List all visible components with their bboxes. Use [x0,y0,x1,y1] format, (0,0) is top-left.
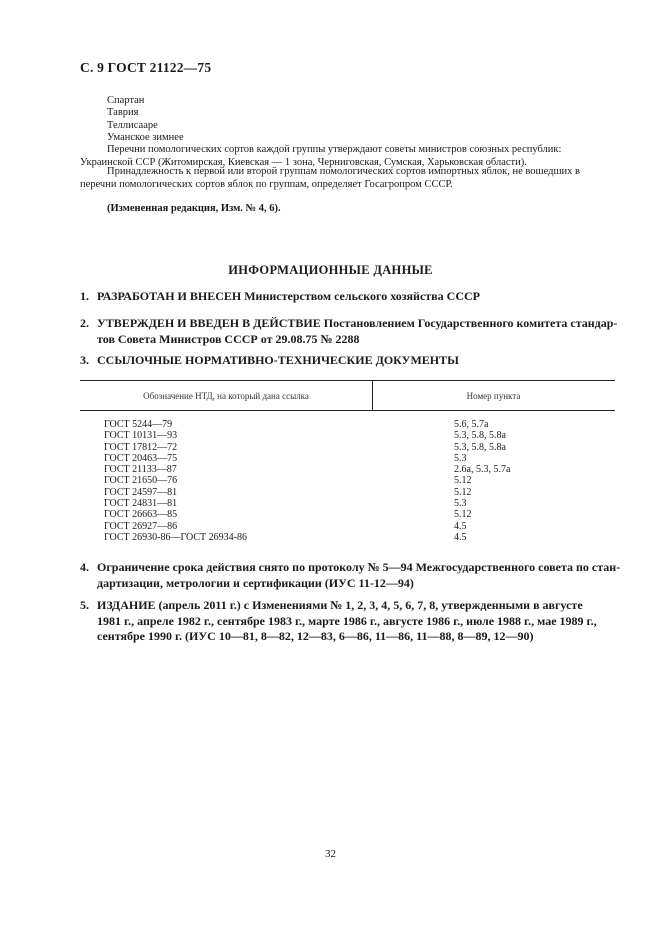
item-line: дартизации, метрологии и сертификации (ИУС 11-12—94) [97,575,414,590]
info-item-references [80,353,615,369]
table-cell-ntd: ГОСТ 24597—81 [104,486,178,498]
table-header-clause: Номер пункта [466,391,521,401]
paragraph-line: Перечни помологических сортов каждой группы утверждают советы министров союзных республик: [107,144,562,155]
info-item-edition [80,598,615,645]
table-cell-clause: 5.12 [454,509,472,521]
table-cell-clause: 4.5 [454,531,467,543]
table-header-ntd: Обозначение НТД, на который дана ссылка [143,391,309,401]
item-number: 4. [80,560,89,574]
table-cell-clause: 5.12 [454,475,472,487]
info-item-developed [80,289,615,305]
paragraph-line: Украинской ССР (Житомирская, Киевская — 1 зона, Черниговская, Сумская, Харьковская области). [80,156,527,168]
apple-variety-list [107,95,184,144]
item-number: 5. [80,598,89,612]
table-cell-ntd: ГОСТ 17812—72 [104,441,178,453]
table-cell-ntd: ГОСТ 26663—85 [104,509,178,521]
item-line: 1981 г., апреле 1982 г., сентябре 1983 г., марте 1986 г., августе 1986 г., июле 1988 г., мае 1989 г., [97,613,597,628]
table-cell-ntd: ГОСТ 10131—93 [104,430,178,442]
paragraph-imported-apples [80,166,614,191]
item-number: 3. [80,353,89,367]
table-cell-clause: 5.3, 5.8, 5.8а [454,430,506,442]
info-item-approved [80,316,618,347]
item-line: ССЫЛОЧНЫЕ НОРМАТИВНО-ТЕХНИЧЕСКИЕ ДОКУМЕНТЫ [97,353,459,367]
table-cell-ntd: ГОСТ 24831—81 [104,498,178,510]
amendment-note: (Измененная редакция, Изм. № 4, 6). [107,203,281,214]
reference-table [80,380,615,542]
table-cell-clause: 4.5 [454,520,467,532]
item-line: сентябре 1990 г. (ИУС 10—81, 8—82, 12—83, 6—86, 11—86, 11—88, 8—89, 12—90) [97,629,534,643]
table-cell-ntd: ГОСТ 5244—79 [104,419,173,430]
table-cell-ntd: ГОСТ 21650—76 [104,475,178,487]
table-cell-clause: 5.3 [454,452,467,464]
info-item-validity [80,560,621,591]
table-cell-clause: 5.3, 5.8, 5.8а [454,441,506,453]
list-item: Таврия [107,107,139,119]
paragraph-line: Принадлежность к первой или второй группам помологических сортов импортных яблок, не вошедших в [107,166,581,177]
list-item: Спартан [107,95,145,106]
table-cell-ntd: ГОСТ 26930-86—ГОСТ 26934-86 [104,531,247,543]
table-cell-clause: 5.3 [454,498,467,510]
page-header: С. 9 ГОСТ 21122—75 [80,60,212,75]
table-cell-ntd: ГОСТ 20463—75 [104,452,178,464]
item-number: 2. [80,316,89,330]
item-number: 1. [80,289,89,303]
paragraph-line: перечни помологических сортов яблок по группам, определяет Госагропром СССР. [80,178,453,190]
table-column-ntd [104,419,247,543]
table-header-rule [80,410,615,411]
page-number: 32 [325,848,336,860]
table-top-rule [80,380,615,381]
list-item: Уманское зимнее [107,131,184,143]
table-column-clause [454,419,510,543]
table-cell-ntd: ГОСТ 21133—87 [104,464,177,476]
item-line: тов Совета Министров СССР от 29.08.75 № 2288 [97,331,360,346]
section-title: ИНФОРМАЦИОННЫЕ ДАННЫЕ [228,263,433,277]
list-item: Теллисааре [107,119,158,131]
item-line: УТВЕРЖДЕН И ВВЕДЕН В ДЕЙСТВИЕ Постановлением Государственного комитета стандар- [97,316,618,330]
table-cell-ntd: ГОСТ 26927—86 [104,520,178,532]
item-line: ИЗДАНИЕ (апрель 2011 г.) с Изменениями № 1, 2, 3, 4, 5, 6, 7, 8, утвержденными в августе [97,598,583,612]
table-cell-clause: 5.6, 5.7а [454,419,489,430]
table-cell-clause: 2.6а, 5.3, 5.7а [454,464,511,476]
table-cell-clause: 5.12 [454,486,472,498]
item-line: РАЗРАБОТАН И ВНЕСЕН Министерством сельского хозяйства СССР [97,289,480,303]
item-line: Ограничение срока действия снято по протоколу № 5—94 Межгосударственного совета по стан- [97,560,621,574]
